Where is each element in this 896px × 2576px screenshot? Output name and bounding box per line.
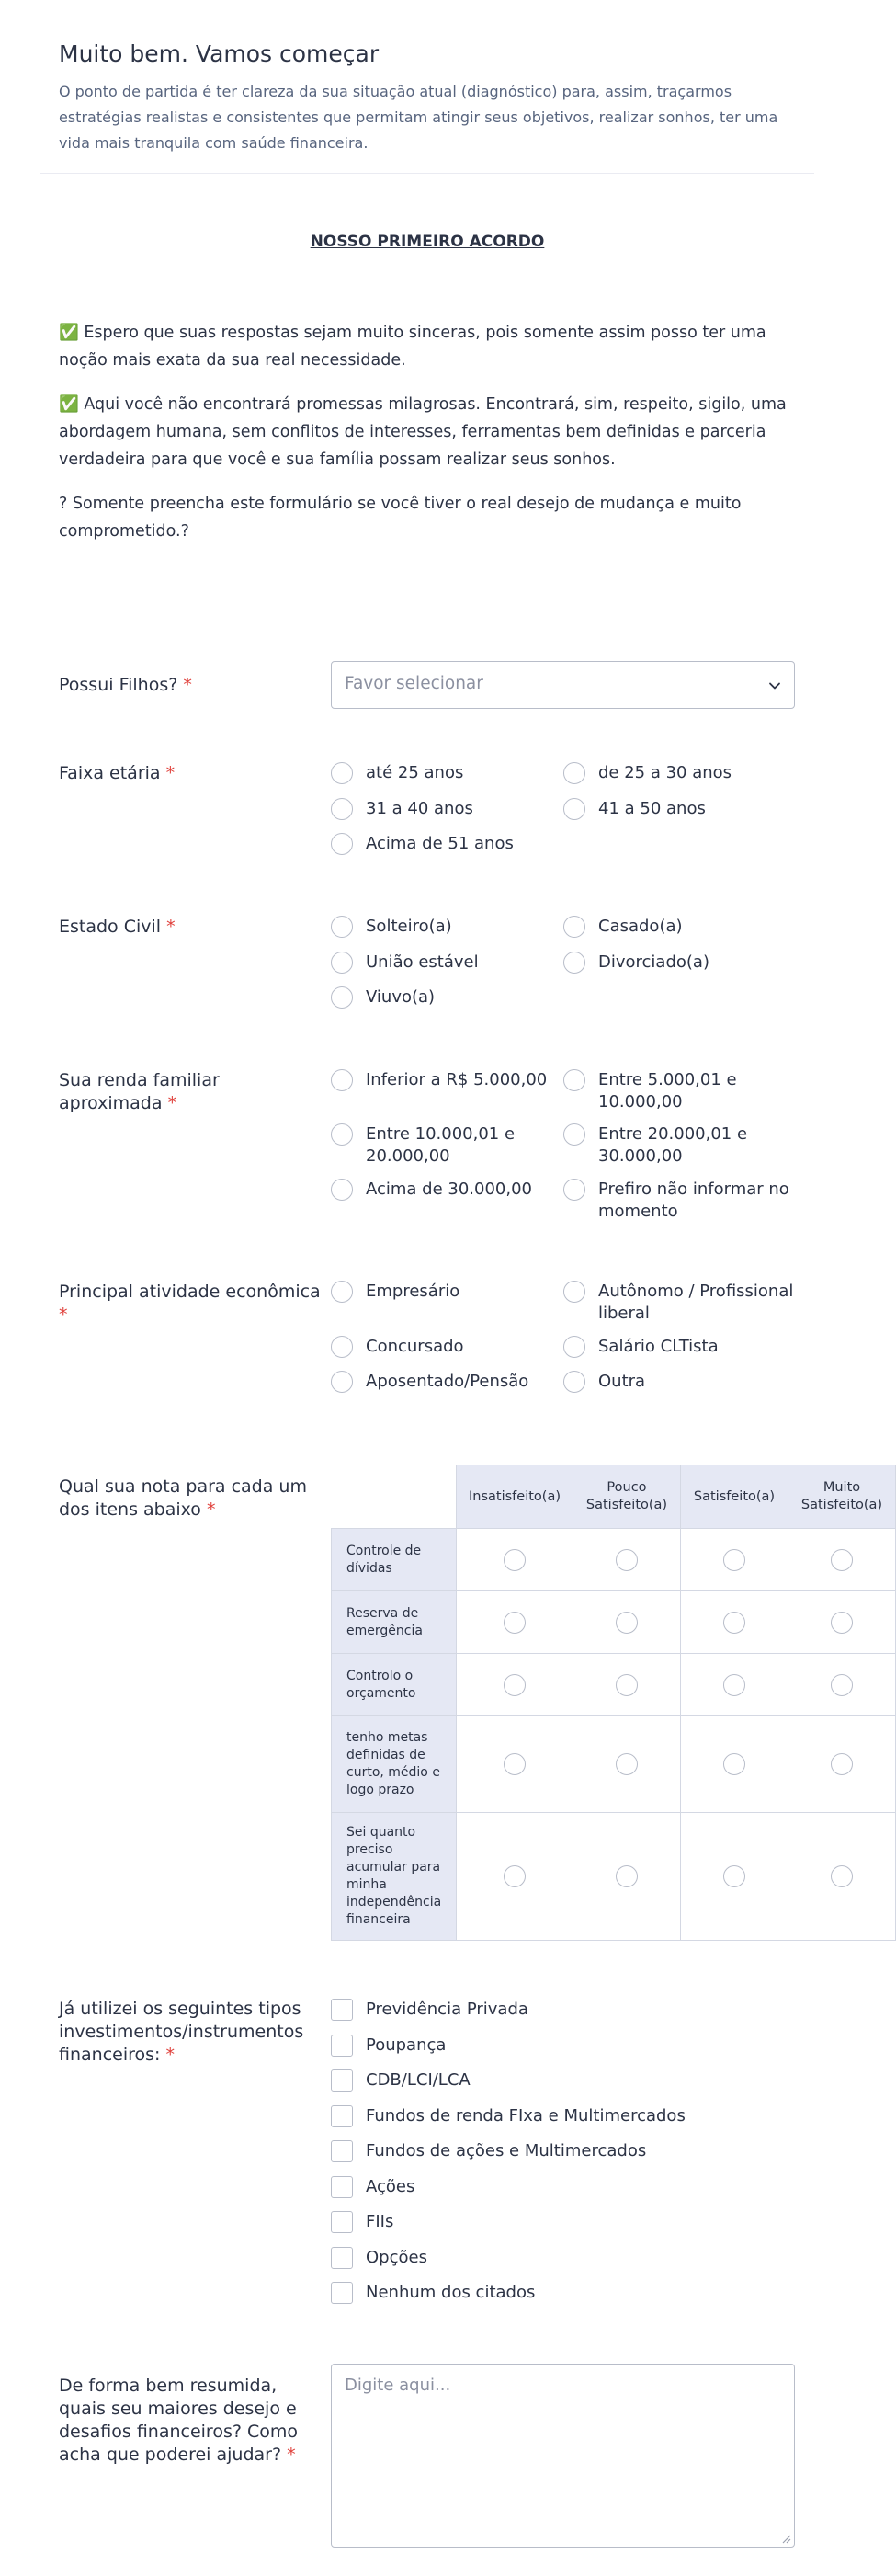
estado-option[interactable]: Divorciado(a): [563, 952, 796, 974]
radio-button[interactable]: [331, 1123, 353, 1146]
estado-option[interactable]: Solteiro(a): [331, 916, 563, 938]
investimentos-option[interactable]: Fundos de renda FIxa e Multimercados: [331, 2105, 686, 2127]
renda-option[interactable]: Inferior a R$ 5.000,00: [331, 1069, 563, 1091]
radio-button[interactable]: [504, 1865, 526, 1887]
investimentos-option[interactable]: Ações: [331, 2176, 414, 2198]
atividade-label: Principal atividade econômica *: [59, 1282, 321, 1325]
matrix-cell[interactable]: [680, 1528, 788, 1591]
radio-button[interactable]: [504, 1612, 526, 1634]
radio-button[interactable]: [331, 916, 353, 938]
estado-label: Estado Civil *: [59, 917, 176, 937]
matrix-row-header: Controle de dívidas: [331, 1528, 457, 1591]
radio-button[interactable]: [563, 1123, 585, 1146]
checkbox[interactable]: [331, 2140, 353, 2162]
radio-button[interactable]: [831, 1865, 853, 1887]
estado-option[interactable]: Viuvo(a): [331, 986, 563, 1009]
radio-button[interactable]: [331, 798, 353, 820]
renda-option[interactable]: Entre 20.000,01 e 30.000,00: [563, 1123, 796, 1168]
page-subtitle: O ponto de partida é ter clareza da sua situação atual (diagnóstico) para, assim, traçarmos estratégias realistas e consistentes que permitam atingir seus objetivos, realizar sonhos, ter uma vida mais tranquila com saúde financeira.: [59, 83, 778, 152]
matrix-column-header: Pouco Satisfeito(a): [573, 1465, 681, 1529]
faixa-option[interactable]: 31 a 40 anos: [331, 798, 563, 820]
radio-button[interactable]: [563, 952, 585, 974]
matrix-cell[interactable]: [788, 1715, 896, 1813]
agreement-paragraph-3: ? Somente preencha este formulário se você tiver o real desejo de mudança e muito comprometido.?: [59, 495, 742, 541]
matrix-cell[interactable]: [788, 1528, 896, 1591]
atividade-option[interactable]: Outra: [563, 1371, 796, 1393]
filhos-label: Possui Filhos? *: [59, 675, 192, 695]
renda-option[interactable]: Entre 10.000,01 e 20.000,00: [331, 1123, 563, 1168]
atividade-option[interactable]: Aposentado/Pensão: [331, 1371, 563, 1393]
faixa-option[interactable]: 41 a 50 anos: [563, 798, 796, 820]
matrix-cell[interactable]: [788, 1590, 896, 1654]
radio-button[interactable]: [331, 762, 353, 784]
checkbox[interactable]: [331, 2211, 353, 2233]
renda-option[interactable]: Acima de 30.000,00: [331, 1179, 563, 1201]
checkbox[interactable]: [331, 2035, 353, 2057]
radio-button[interactable]: [504, 1549, 526, 1571]
radio-button[interactable]: [616, 1612, 638, 1634]
matrix-column-header: Muito Satisfeito(a): [788, 1465, 896, 1529]
matrix-column-header: Insatisfeito(a): [456, 1465, 573, 1529]
radio-button[interactable]: [616, 1753, 638, 1775]
matrix-cell[interactable]: [456, 1590, 573, 1654]
radio-button[interactable]: [563, 916, 585, 938]
renda-option[interactable]: Prefiro não informar no momento: [563, 1179, 796, 1223]
radio-button[interactable]: [723, 1612, 745, 1634]
atividade-option[interactable]: Autônomo / Profissional liberal: [563, 1281, 796, 1325]
radio-button[interactable]: [331, 1371, 353, 1393]
matrix-cell[interactable]: [573, 1590, 681, 1654]
radio-button[interactable]: [331, 986, 353, 1009]
matrix-cell[interactable]: [680, 1590, 788, 1654]
desejo-label: De forma bem resumida, quais seu maiores desejo e desafios financeiros? Como acha que poderei ajudar? *: [59, 2376, 298, 2465]
renda-label: Sua renda familiar aproximada *: [59, 1070, 220, 1113]
radio-button[interactable]: [563, 798, 585, 820]
filhos-select[interactable]: [331, 661, 795, 709]
radio-button[interactable]: [563, 1336, 585, 1358]
matrix-cell[interactable]: [788, 1812, 896, 1941]
radio-button[interactable]: [504, 1674, 526, 1696]
estado-option[interactable]: Casado(a): [563, 916, 796, 938]
radio-button[interactable]: [831, 1612, 853, 1634]
investimentos-option[interactable]: CDB/LCI/LCA: [331, 2069, 471, 2092]
desejo-placeholder: Digite aqui...: [345, 2376, 451, 2395]
matrix-cell[interactable]: [573, 1653, 681, 1716]
checkbox[interactable]: [331, 2282, 353, 2304]
desejo-textarea[interactable]: [331, 2364, 795, 2548]
faixa-option[interactable]: de 25 a 30 anos: [563, 762, 796, 784]
faixa-label: Faixa etária *: [59, 763, 176, 783]
matrix-cell[interactable]: [680, 1653, 788, 1716]
matrix-cell[interactable]: [456, 1528, 573, 1591]
form-header: [59, 39, 803, 156]
radio-button[interactable]: [331, 1069, 353, 1091]
radio-button[interactable]: [723, 1753, 745, 1775]
radio-button[interactable]: [723, 1865, 745, 1887]
checkbox[interactable]: [331, 2176, 353, 2198]
header-divider: [40, 173, 814, 174]
radio-button[interactable]: [331, 833, 353, 855]
faixa-option[interactable]: até 25 anos: [331, 762, 563, 784]
investimentos-option[interactable]: Previdência Privada: [331, 1999, 528, 2021]
checkbox[interactable]: [331, 2105, 353, 2127]
radio-button[interactable]: [831, 1549, 853, 1571]
radio-button[interactable]: [563, 1179, 585, 1201]
radio-button[interactable]: [563, 1069, 585, 1091]
radio-button[interactable]: [723, 1549, 745, 1571]
investimentos-option[interactable]: Poupança: [331, 2035, 446, 2057]
radio-button[interactable]: [331, 1179, 353, 1201]
radio-button[interactable]: [616, 1549, 638, 1571]
radio-button[interactable]: [331, 1281, 353, 1303]
filhos-select-placeholder: Favor selecionar: [345, 674, 483, 693]
atividade-option[interactable]: Salário CLTista: [563, 1336, 796, 1358]
matrix-cell[interactable]: [788, 1653, 896, 1716]
faixa-option[interactable]: Acima de 51 anos: [331, 833, 563, 855]
investimentos-option[interactable]: FIIs: [331, 2211, 393, 2233]
agreement-paragraph-1: ✅ Espero que suas respostas sejam muito sinceras, pois somente assim posso ter uma noção mais exata da sua real necessidade.: [59, 324, 766, 370]
page-title: Muito bem. Vamos começar: [59, 40, 380, 67]
matrix-row-header: Sei quanto preciso acumular para minha independência financeira: [331, 1812, 457, 1941]
chevron-down-icon: [768, 679, 781, 692]
checkbox[interactable]: [331, 2247, 353, 2269]
radio-button[interactable]: [723, 1674, 745, 1696]
matrix-cell[interactable]: [456, 1715, 573, 1813]
agreement-title: NOSSO PRIMEIRO ACORDO: [310, 233, 545, 251]
investimentos-option[interactable]: Fundos de ações e Multimercados: [331, 2140, 646, 2162]
agreement-paragraph-2: ✅ Aqui você não encontrará promessas milagrosas. Encontrará, sim, respeito, sigilo, uma abordagem humana, sem conflitos de interesses, ferramentas bem definidas e parceria verdadeira para que você e sua família possam realizar seus sonhos.: [59, 395, 787, 469]
matrix-cell[interactable]: [456, 1653, 573, 1716]
checkbox[interactable]: [331, 1999, 353, 2021]
matrix-row-header: Controlo o orçamento: [331, 1653, 457, 1716]
renda-option[interactable]: Entre 5.000,01 e 10.000,00: [563, 1069, 796, 1113]
investimentos-option[interactable]: Nenhum dos citados: [331, 2282, 535, 2304]
estado-option[interactable]: União estável: [331, 952, 563, 974]
radio-button[interactable]: [563, 1371, 585, 1393]
radio-button[interactable]: [616, 1674, 638, 1696]
matrix-cell[interactable]: [680, 1812, 788, 1941]
matrix-column-header: Satisfeito(a): [680, 1465, 788, 1529]
nota-label: Qual sua nota para cada um dos itens abaixo *: [59, 1476, 307, 1520]
investimentos-option[interactable]: Opções: [331, 2247, 427, 2269]
matrix-cell[interactable]: [456, 1812, 573, 1941]
atividade-option[interactable]: Empresário: [331, 1281, 563, 1303]
matrix-cell[interactable]: [680, 1715, 788, 1813]
radio-button[interactable]: [331, 1336, 353, 1358]
investimentos-label: Já utilizei os seguintes tipos investimentos/instrumentos financeiros: *: [59, 1999, 304, 2065]
matrix-row-header: Reserva de emergência: [331, 1590, 457, 1654]
radio-button[interactable]: [563, 1281, 585, 1303]
radio-button[interactable]: [331, 952, 353, 974]
radio-button[interactable]: [831, 1674, 853, 1696]
matrix-cell[interactable]: [573, 1528, 681, 1591]
radio-button[interactable]: [563, 762, 585, 784]
matrix-row-header: tenho metas definidas de curto, médio e logo prazo: [331, 1715, 457, 1813]
resize-grip-icon[interactable]: [780, 2533, 791, 2544]
radio-button[interactable]: [504, 1753, 526, 1775]
radio-button[interactable]: [616, 1865, 638, 1887]
radio-button[interactable]: [831, 1753, 853, 1775]
matrix-cell[interactable]: [573, 1715, 681, 1813]
matrix-cell[interactable]: [573, 1812, 681, 1941]
checkbox[interactable]: [331, 2069, 353, 2092]
atividade-option[interactable]: Concursado: [331, 1336, 563, 1358]
